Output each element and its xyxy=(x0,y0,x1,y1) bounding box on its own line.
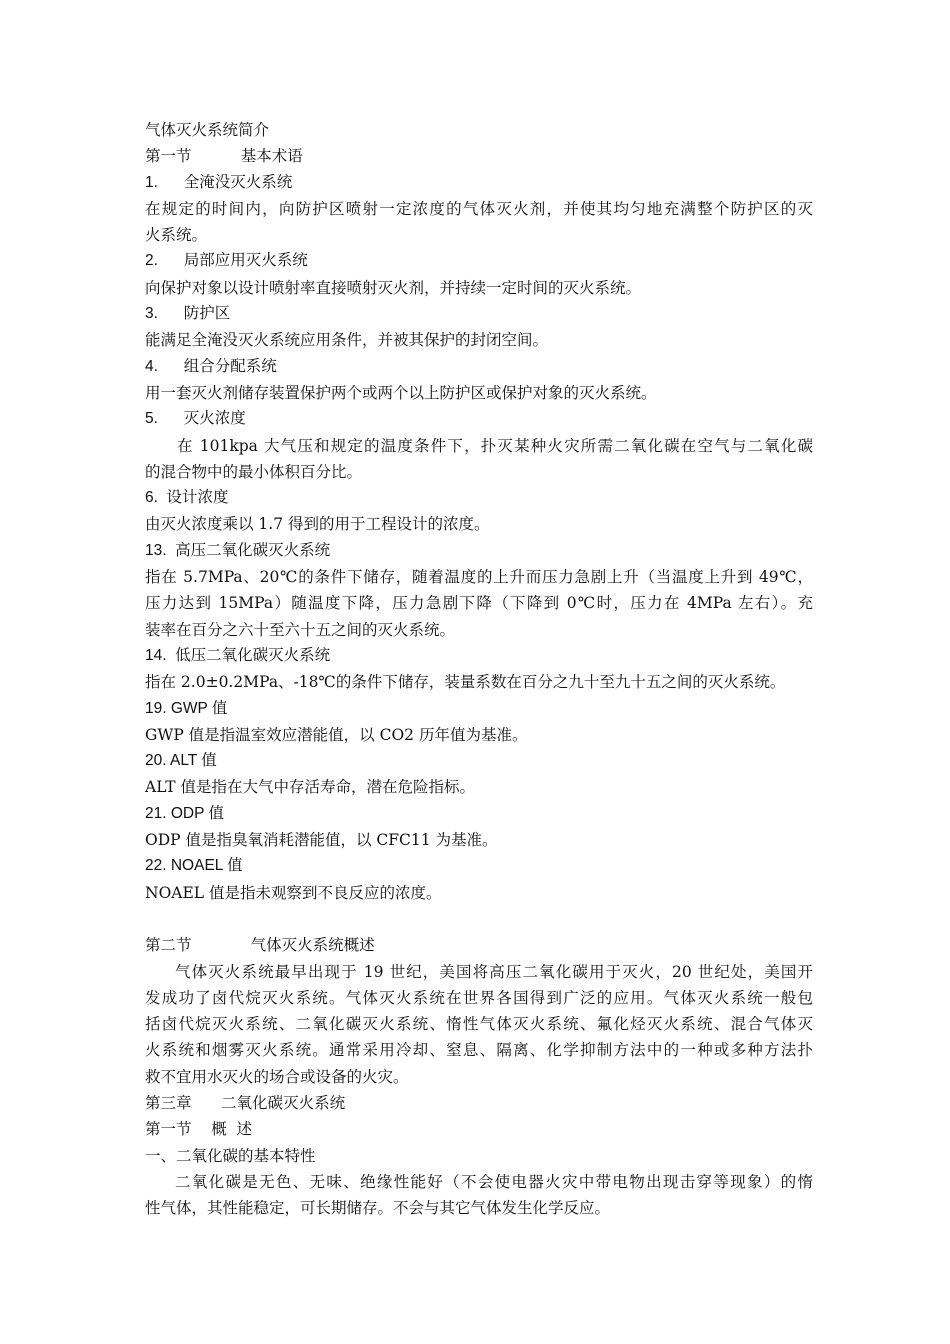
term-definition: 装率在百分之六十至六十五之间的灭火系统。 xyxy=(145,620,456,639)
paragraph-line: 救不宜用水灭火的场合或设备的火灾。 xyxy=(145,1067,409,1086)
section-heading: 第一节 概 述 xyxy=(145,1120,253,1139)
term-heading: 14. 低压二氧化碳灭火系统 xyxy=(145,646,331,664)
subsection-heading: 一、二氧化碳的基本特性 xyxy=(145,1146,316,1165)
term-heading: 4. 组合分配系统 xyxy=(145,357,277,375)
term-definition: 用一套灭火剂储存装置保护两个或两个以上防护区或保护对象的灭火系统。 xyxy=(145,383,657,402)
term-definition: 的混合物中的最小体积百分比。 xyxy=(145,462,363,481)
term-definition: NOAEL 值是指未观察到不良反应的浓度。 xyxy=(145,883,442,902)
term-definition: 向保护对象以设计喷射率直接喷射灭火剂，并持续一定时间的灭火系统。 xyxy=(145,278,642,297)
term-heading: 13. 高压二氧化碳灭火系统 xyxy=(145,541,331,559)
term-definition: 压力达到 15MPa）随温度下降，压力急剧下降（下降到 0℃时，压力在 4MPa 左右）。充 xyxy=(145,594,813,613)
term-heading: 6. 设计浓度 xyxy=(145,489,229,507)
term-definition: 火系统。 xyxy=(145,226,208,245)
term-definition: GWP 值是指温室效应潜能值，以 CO2 历年值为基准。 xyxy=(145,725,528,744)
chapter-heading: 第三章 二氧化碳灭火系统 xyxy=(145,1093,346,1112)
term-heading: 5. 灭火浓度 xyxy=(145,410,246,428)
paragraph-line: 括卤代烷灭火系统、二氧化碳灭火系统、惰性气体灭火系统、氟化烃灭火系统、混合气体灭 xyxy=(145,1015,813,1034)
section-heading: 第二节 气体灭火系统概述 xyxy=(145,936,375,955)
term-heading: 2. 局部应用灭火系统 xyxy=(145,252,308,270)
term-definition: 在 101kpa 大气压和规定的温度条件下，扑灭某种火灾所需二氧化碳在空气与二氧化碳 xyxy=(177,436,813,455)
term-definition: 指在 2.0±0.2MPa、-18℃的条件下储存，装量系数在百分之九十至九十五之间的灭火系统。 xyxy=(145,673,786,692)
term-definition: ODP 值是指臭氧消耗潜能值，以 CFC11 为基准。 xyxy=(145,831,498,850)
paragraph-line: 发成功了卤代烷灭火系统。气体灭火系统在世界各国得到广泛的应用。气体灭火系统一般包 xyxy=(145,988,813,1007)
term-heading: 22. NOAEL 值 xyxy=(145,857,243,875)
term-definition: 指在 5.7MPa、20℃的条件下储存，随着温度的上升而压力急剧上升（当温度上升到 49℃， xyxy=(145,568,813,587)
term-heading: 20. ALT 值 xyxy=(145,752,217,770)
term-definition: 能满足全淹没灭火系统应用条件，并被其保护的封闭空间。 xyxy=(145,331,549,350)
paragraph-line: 二氧化碳是无色、无味、绝缘性能好（不会使电器火灾中带电物出现击穿等现象）的惰 xyxy=(175,1172,813,1191)
term-definition: 由灭火浓度乘以 1.7 得到的用于工程设计的浓度。 xyxy=(145,515,490,534)
term-heading: 19. GWP 值 xyxy=(145,699,228,717)
term-heading: 21. ODP 值 xyxy=(145,804,224,822)
blank-line xyxy=(145,906,813,932)
term-definition: ALT 值是指在大气中存活寿命，潜在危险指标。 xyxy=(145,778,475,797)
paragraph-line: 火系统和烟雾灭火系统。通常采用冷却、窒息、隔离、化学抑制方法中的一种或多种方法扑 xyxy=(145,1041,813,1060)
term-definition: 在规定的时间内，向防护区喷射一定浓度的气体灭火剂，并使其均匀地充满整个防护区的灭 xyxy=(145,199,813,218)
term-heading: 1. 全淹没灭火系统 xyxy=(145,173,293,191)
paragraph-line: 气体灭火系统最早出现于 19 世纪，美国将高压二氧化碳用于灭火，20 世纪处，美国开 xyxy=(175,962,813,981)
paragraph-line: 性气体，其性能稳定，可长期储存。不会与其它气体发生化学反应。 xyxy=(145,1199,611,1218)
term-heading: 3. 防护区 xyxy=(145,305,231,323)
document-title: 气体灭火系统简介 xyxy=(145,121,270,139)
section-heading: 第一节 基本术语 xyxy=(145,147,303,166)
document-body xyxy=(145,117,813,1221)
